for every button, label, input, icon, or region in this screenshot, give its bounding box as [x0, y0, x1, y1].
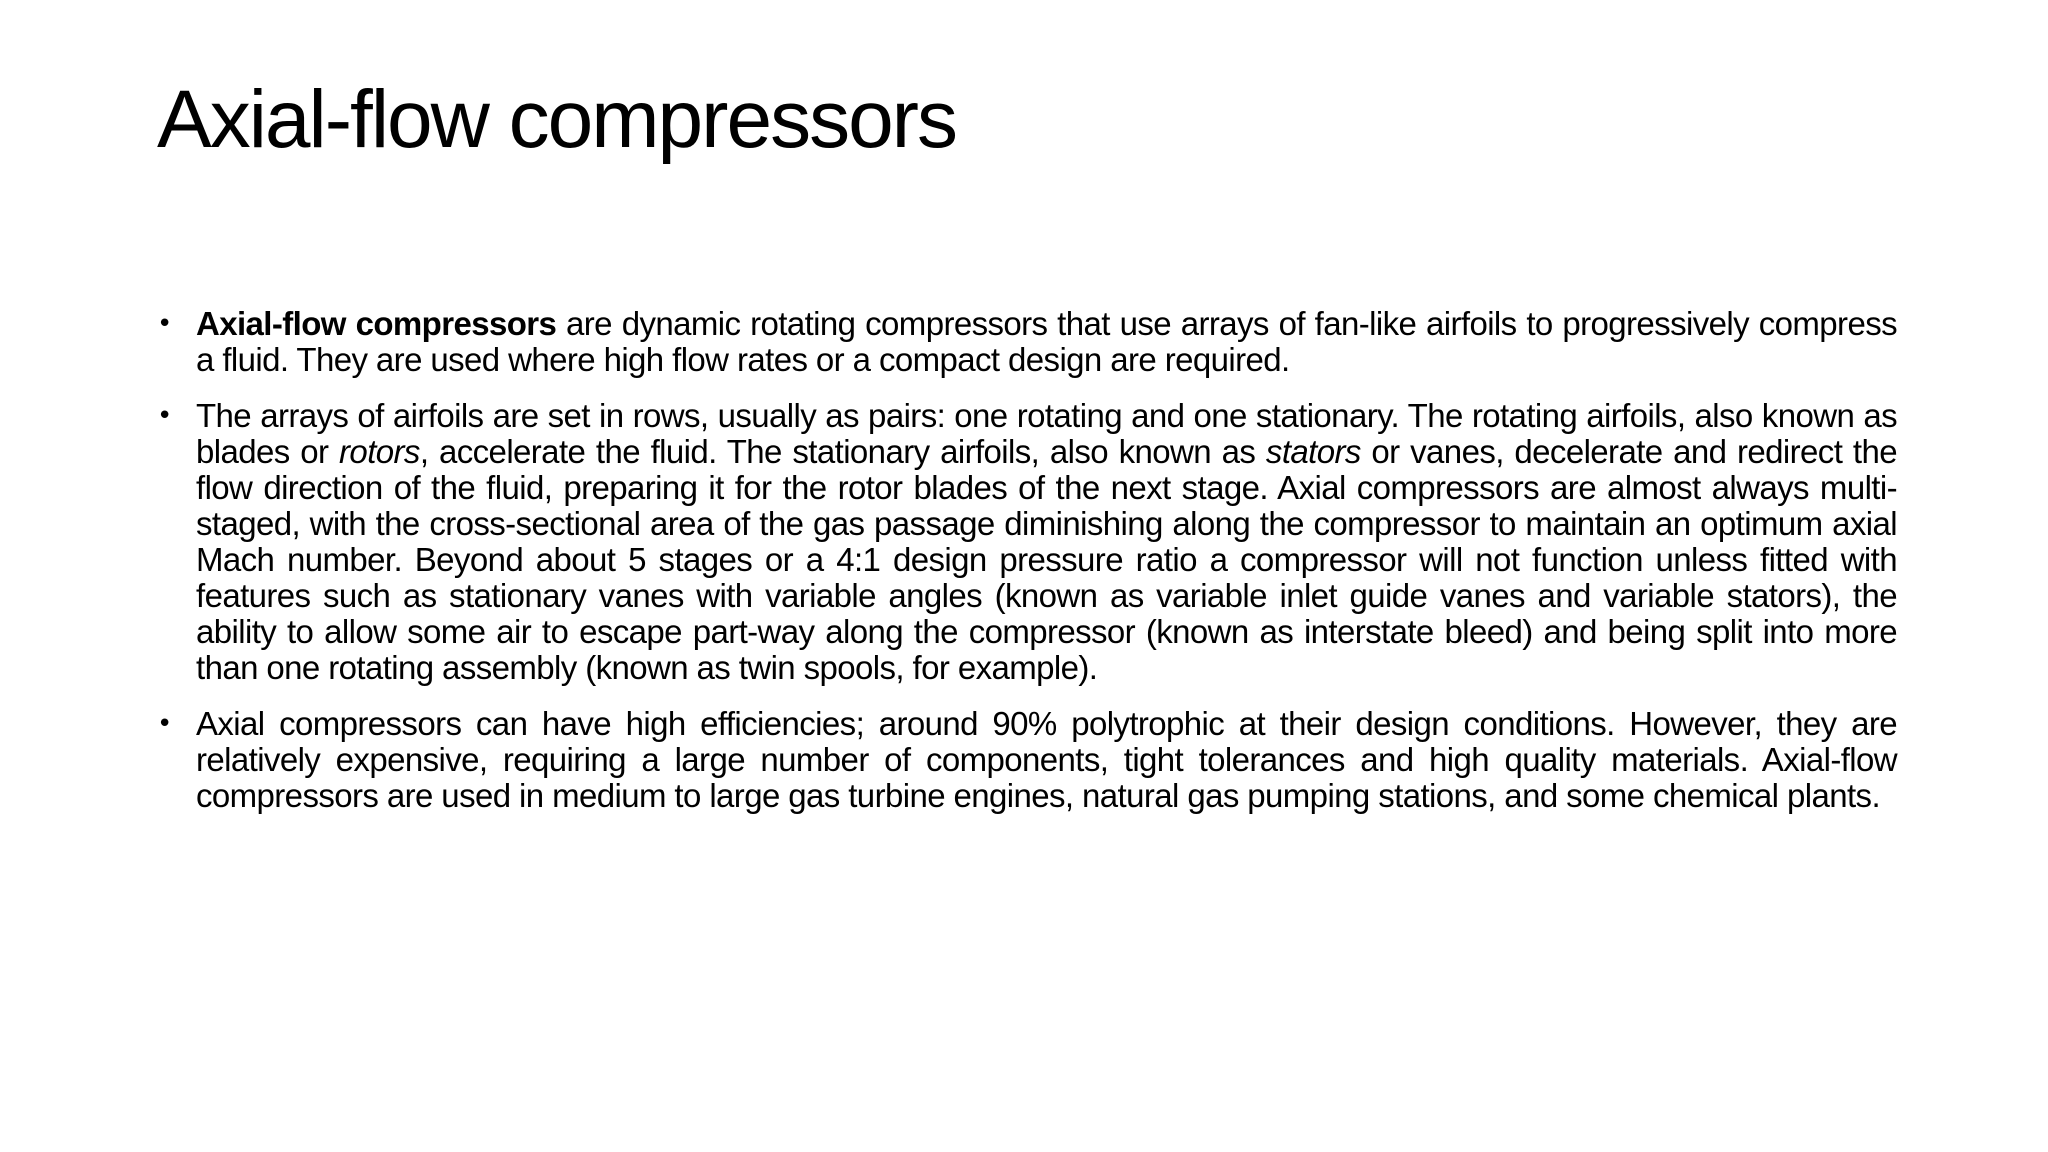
- bullet-italic-term: stators: [1265, 433, 1361, 470]
- bullet-bold-term: Axial-flow compressors: [196, 305, 557, 342]
- bullet-icon: •: [157, 401, 172, 431]
- bullet-item-definition: [157, 306, 1897, 378]
- bullet-text: The arrays of airfoils are set in rows, usually as pairs: one rotating and one stationary. The rotating airfoils, also known as blades or: [196, 397, 1897, 470]
- bullet-text: are dynamic rotating compressors that use arrays of fan-like airfoils to progressively compress a fluid. They are used where high flow rates or a compact design are required.: [196, 305, 1897, 378]
- bullet-text: Axial compressors can have high efficiencies; around 90% polytrophic at their design conditions. However, they are relatively expensive, requiring a large number of components, tight tolerances and high quality materials. Axial-flow compressors are used in medium to large gas turbine engines, natural gas pumping stations, and some chemical plants.: [196, 705, 1897, 814]
- bullet-item-efficiency: [157, 706, 1897, 814]
- bullet-italic-term: rotors: [339, 433, 420, 470]
- bullet-text: , accelerate the fluid. The stationary airfoils, also known as: [419, 433, 1266, 470]
- bullet-icon: •: [157, 709, 172, 739]
- bullet-text: or vanes, decelerate and redirect the flow direction of the fluid, preparing it for the rotor blades of the next stage. Axial compressors are almost always multi-staged, with the cross-sectional area of the gas passage diminishing along the compressor to maintain an optimum axial Mach number. Beyond about 5 stages or a 4:1 design pressure ratio a compressor will not function unless fitted with features such as stationary vanes with variable angles (known as variable inlet guide vanes and variable stators), the ability to allow some air to escape part-way along the compressor (known as interstate bleed) and being split into more than one rotating assembly (known as twin spools, for example).: [196, 433, 1897, 686]
- bullet-item-airfoil-rows: [157, 398, 1897, 686]
- bullet-icon: •: [157, 309, 172, 339]
- slide-title: Axial-flow compressors: [157, 74, 956, 165]
- bullet-list: [157, 306, 1897, 834]
